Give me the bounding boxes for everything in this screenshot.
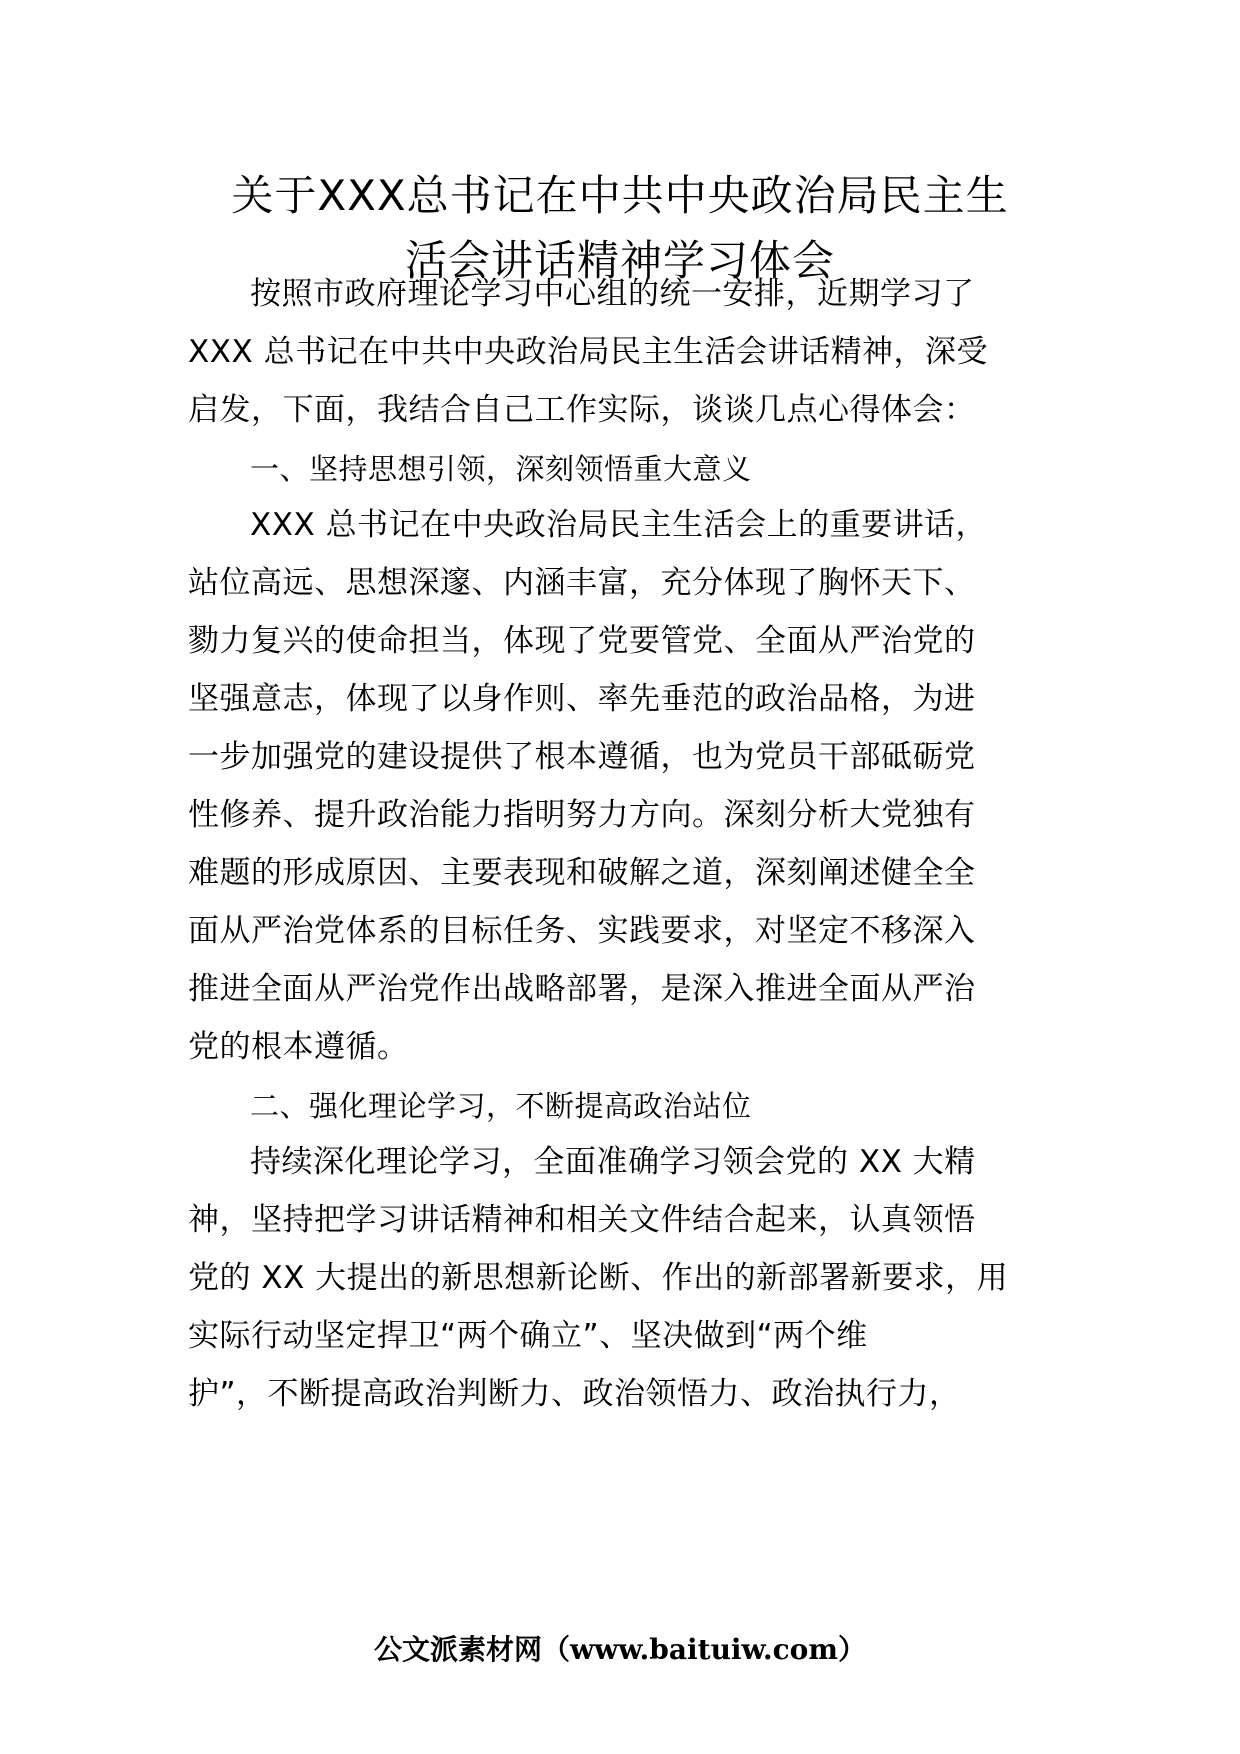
paragraph-line: 神，坚持把学习讲话精神和相关文件结合起来，认真领悟 <box>188 1202 976 1238</box>
paragraph-line: 面从严治党体系的目标任务、实践要求，对坚定不移深入 <box>188 913 976 949</box>
paragraph-line: 难题的形成原因、主要表现和破解之道，深刻阐述健全全 <box>188 855 976 891</box>
section-heading-1: 一、坚持思想引领，深刻领悟重大意义 <box>250 452 752 486</box>
paragraph-line: 性修养、提升政治能力指明努力方向。深刻分析大党独有 <box>188 797 976 833</box>
paragraph-line: 站位高远、思想深邃、内涵丰富，充分体现了胸怀天下、 <box>188 565 976 601</box>
paragraph-line: XXX 总书记在中央政治局民主生活会上的重要讲话， <box>250 507 988 543</box>
paragraph-line: 持续深化理论学习，全面准确学习领会党的 XX 大精 <box>250 1144 976 1180</box>
paragraph-line: 一步加强党的建设提供了根本遵循，也为党员干部砥砺党 <box>188 739 976 775</box>
section-heading-2: 二、强化理论学习，不断提高政治站位 <box>250 1089 752 1123</box>
paragraph-line: 勠力复兴的使命担当，体现了党要管党、全面从严治党的 <box>188 623 976 659</box>
paragraph-line: 坚强意志，体现了以身作则、率先垂范的政治品格，为进 <box>188 681 976 717</box>
paragraph-line: XXX 总书记在中共中央政治局民主生活会讲话精神，深受 <box>188 334 989 370</box>
paragraph-line: 实际行动坚定捍卫“两个确立”、坚决做到“两个维 <box>188 1318 868 1354</box>
document-title-line-1: 关于XXX总书记在中共中央政治局民主生 <box>231 171 1009 220</box>
paragraph-line: 启发，下面，我结合自己工作实际，谈谈几点心得体会： <box>188 392 976 428</box>
paragraph-line: 党的根本遵循。 <box>188 1029 409 1065</box>
document-title-line-2: 活会讲话精神学习体会 <box>404 236 835 285</box>
paragraph-line: 推进全面从严治党作出战略部署，是深入推进全面从严治 <box>188 971 976 1007</box>
paragraph-line: 按照市政府理论学习中心组的统一安排，近期学习了 <box>250 276 975 312</box>
paragraph-line: 党的 XX 大提出的新思想新论断、作出的新部署新要求，用 <box>188 1260 1009 1296</box>
paragraph-line: 护”，不断提高政治判断力、政治领悟力、政治执行力， <box>188 1376 961 1412</box>
footer-source: 公文派素材网（www.baituiw.com） <box>374 1633 866 1666</box>
